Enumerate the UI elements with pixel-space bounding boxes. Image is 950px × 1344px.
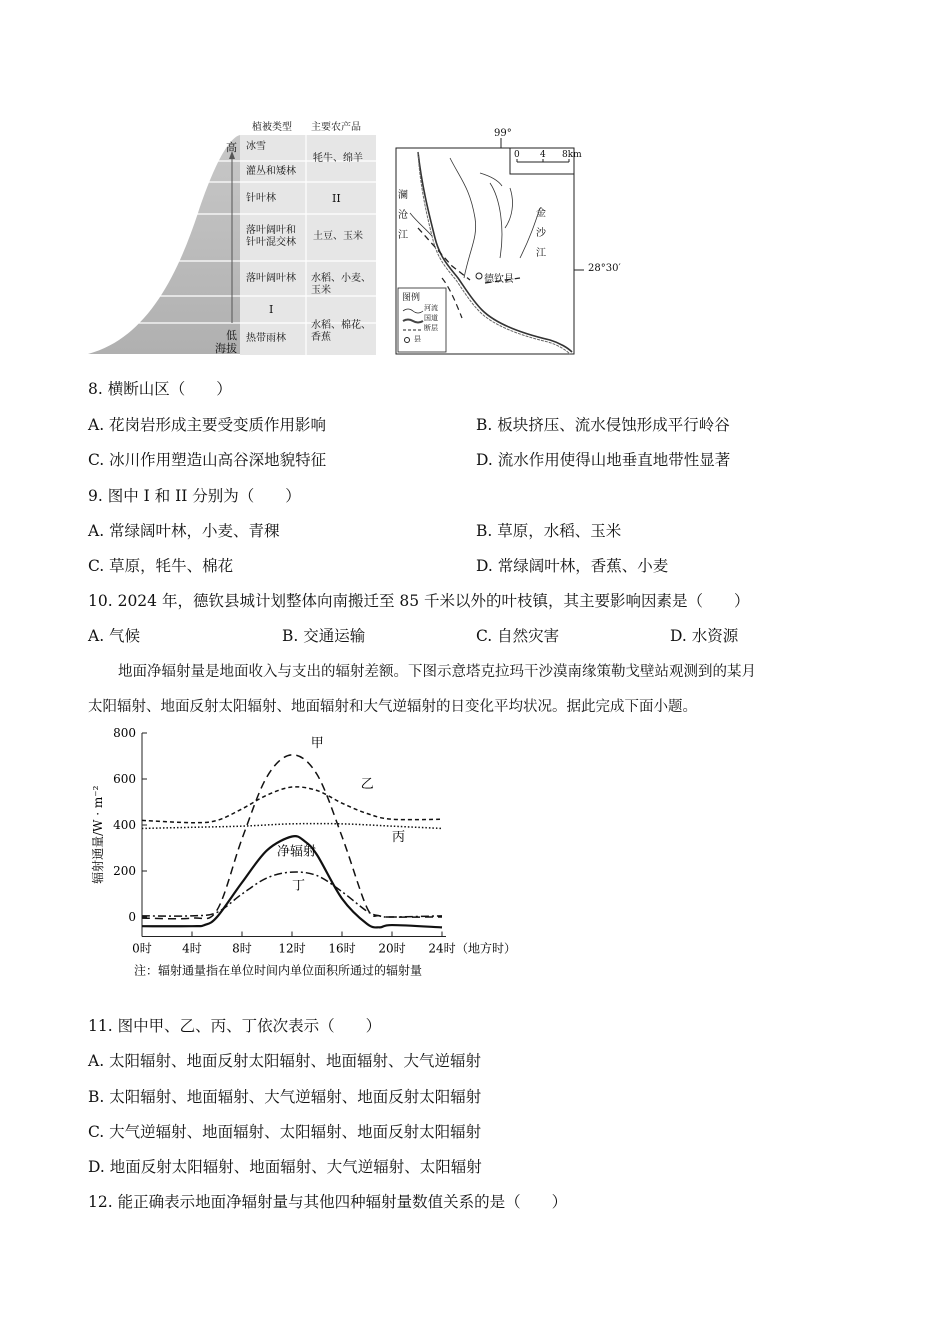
chart-note: 注：辐射通量指在单位时间内单位面积所通过的辐射量 [134, 963, 423, 978]
series-line-乙 [142, 787, 442, 823]
x-tick-label: 24时 [428, 941, 456, 956]
scale-4: 4 [540, 150, 546, 160]
q11-option-c: C. 大气逆辐射、地面辐射、太阳辐射、地面反射太阳辐射 [88, 1123, 482, 1141]
prod-3: 水稻、小麦、玉米 [311, 273, 371, 296]
q8-option-a: A. 花岗岩形成主要受变质作用影响 [88, 416, 327, 434]
q9-option-a: A. 常绿阔叶林，小麦、青稞 [88, 522, 280, 540]
x-tick-label: 0时 [132, 941, 152, 956]
header-veg: 植被类型 [252, 122, 292, 133]
x-tick-label: 4时 [182, 941, 202, 956]
legend-river: 河流 [424, 304, 438, 312]
river-lancang: 澜沧江 [398, 190, 408, 241]
q11-option-d: D. 地面反射太阳辐射、地面辐射、大气逆辐射、太阳辐射 [88, 1158, 482, 1176]
q11-stem: 11. 图中甲、乙、丙、丁依次表示（ ） [88, 1017, 382, 1035]
q10-option-d: D. 水资源 [670, 627, 739, 645]
x-axis-label: （地方时） [456, 941, 517, 956]
prod-4: 水稻、棉花、香蕉 [311, 320, 371, 343]
q8-option-d: D. 流水作用使得山地垂直地带性显著 [476, 451, 731, 469]
lat-label: 28°30′ [588, 263, 621, 274]
y-axis-label: 辐射通量/W · m⁻² [91, 785, 105, 884]
q10-option-b: B. 交通运输 [282, 627, 366, 645]
q9-option-d: D. 常绿阔叶林，香蕉、小麦 [476, 557, 669, 575]
scale-0: 0 [514, 150, 520, 160]
vegetation-figure [88, 113, 378, 355]
series-label-丙: 丙 [392, 830, 406, 846]
q8-option-c: C. 冰川作用塑造山高谷深地貌特征 [88, 451, 327, 469]
y-tick-label: 800 [113, 726, 136, 740]
q9-option-c: C. 草原，牦牛、棉花 [88, 557, 234, 575]
x-tick-label: 20时 [378, 941, 406, 956]
veg-0: 冰雪 [246, 141, 266, 152]
prod-0: 牦牛、绵羊 [313, 153, 363, 164]
prod-1: II [332, 192, 341, 205]
q9-stem: 9. 图中 I 和 II 分别为（ ） [88, 487, 301, 505]
header-prod: 主要农产品 [311, 122, 361, 133]
intro-paragraph-1: 地面净辐射量是地面收入与支出的辐射差额。下图示意塔克拉玛干沙漠南缘策勒戈壁站观测到的某月 [118, 664, 756, 680]
q10-stem: 10. 2024 年，德钦县城计划整体向南搬迁至 85 千米以外的叶枝镇，其主要影响因素是（ ） [88, 592, 750, 610]
scale-8km: 8km [562, 150, 582, 160]
x-tick-label: 8时 [232, 941, 252, 956]
veg-3: 落叶阔叶和针叶混交林 [246, 225, 296, 248]
label-altitude: 海拔 [215, 342, 237, 355]
county-label: 德钦县 [484, 274, 514, 285]
legend-fault: 断层 [424, 324, 438, 332]
intro-paragraph-2: 太阳辐射、地面反射太阳辐射、地面辐射和大气逆辐射的日变化平均状况。据此完成下面小题。 [88, 699, 697, 715]
y-tick-label: 600 [113, 772, 136, 786]
prod-2: 土豆、玉米 [313, 231, 363, 242]
radiation-chart [80, 722, 560, 992]
y-tick-label: 200 [113, 864, 136, 878]
q8-option-b: B. 板块挤压、流水侵蚀形成平行岭谷 [476, 416, 730, 434]
label-high: 高 [226, 141, 237, 154]
veg-6: 热带雨林 [246, 333, 286, 344]
river-jinsha: 金沙江 [536, 208, 546, 259]
series-label-净辐射: 净辐射 [277, 844, 317, 860]
legend-road: 国道 [424, 314, 438, 322]
q9-option-b: B. 草原，水稻、玉米 [476, 522, 622, 540]
series-line-丙 [142, 824, 442, 829]
y-tick-label: 0 [128, 910, 136, 924]
map-figure [390, 128, 650, 358]
veg-4: 落叶阔叶林 [246, 273, 296, 284]
q12-stem: 12. 能正确表示地面净辐射量与其他四种辐射量数值关系的是（ ） [88, 1193, 568, 1211]
q11-option-a: A. 太阳辐射、地面反射太阳辐射、地面辐射、大气逆辐射 [88, 1052, 482, 1070]
x-tick-label: 16时 [328, 941, 356, 956]
q10-option-a: A. 气候 [88, 627, 141, 645]
veg-5: I [269, 303, 274, 316]
q10-option-c: C. 自然灾害 [476, 627, 560, 645]
series-label-甲: 甲 [310, 735, 324, 751]
legend-county: 县 [414, 335, 421, 343]
q11-option-b: B. 太阳辐射、地面辐射、大气逆辐射、地面反射太阳辐射 [88, 1088, 482, 1106]
label-low: 低 [226, 329, 237, 342]
q8-stem: 8. 横断山区（ ） [88, 380, 232, 398]
lon-label: 99° [494, 128, 512, 139]
series-label-乙: 乙 [360, 777, 374, 793]
veg-1: 灌丛和矮林 [246, 166, 296, 177]
series-label-丁: 丁 [292, 878, 306, 894]
veg-2: 针叶林 [246, 193, 276, 204]
y-tick-label: 400 [113, 818, 136, 832]
x-tick-label: 12时 [278, 941, 306, 956]
legend-title: 图例 [402, 293, 421, 303]
